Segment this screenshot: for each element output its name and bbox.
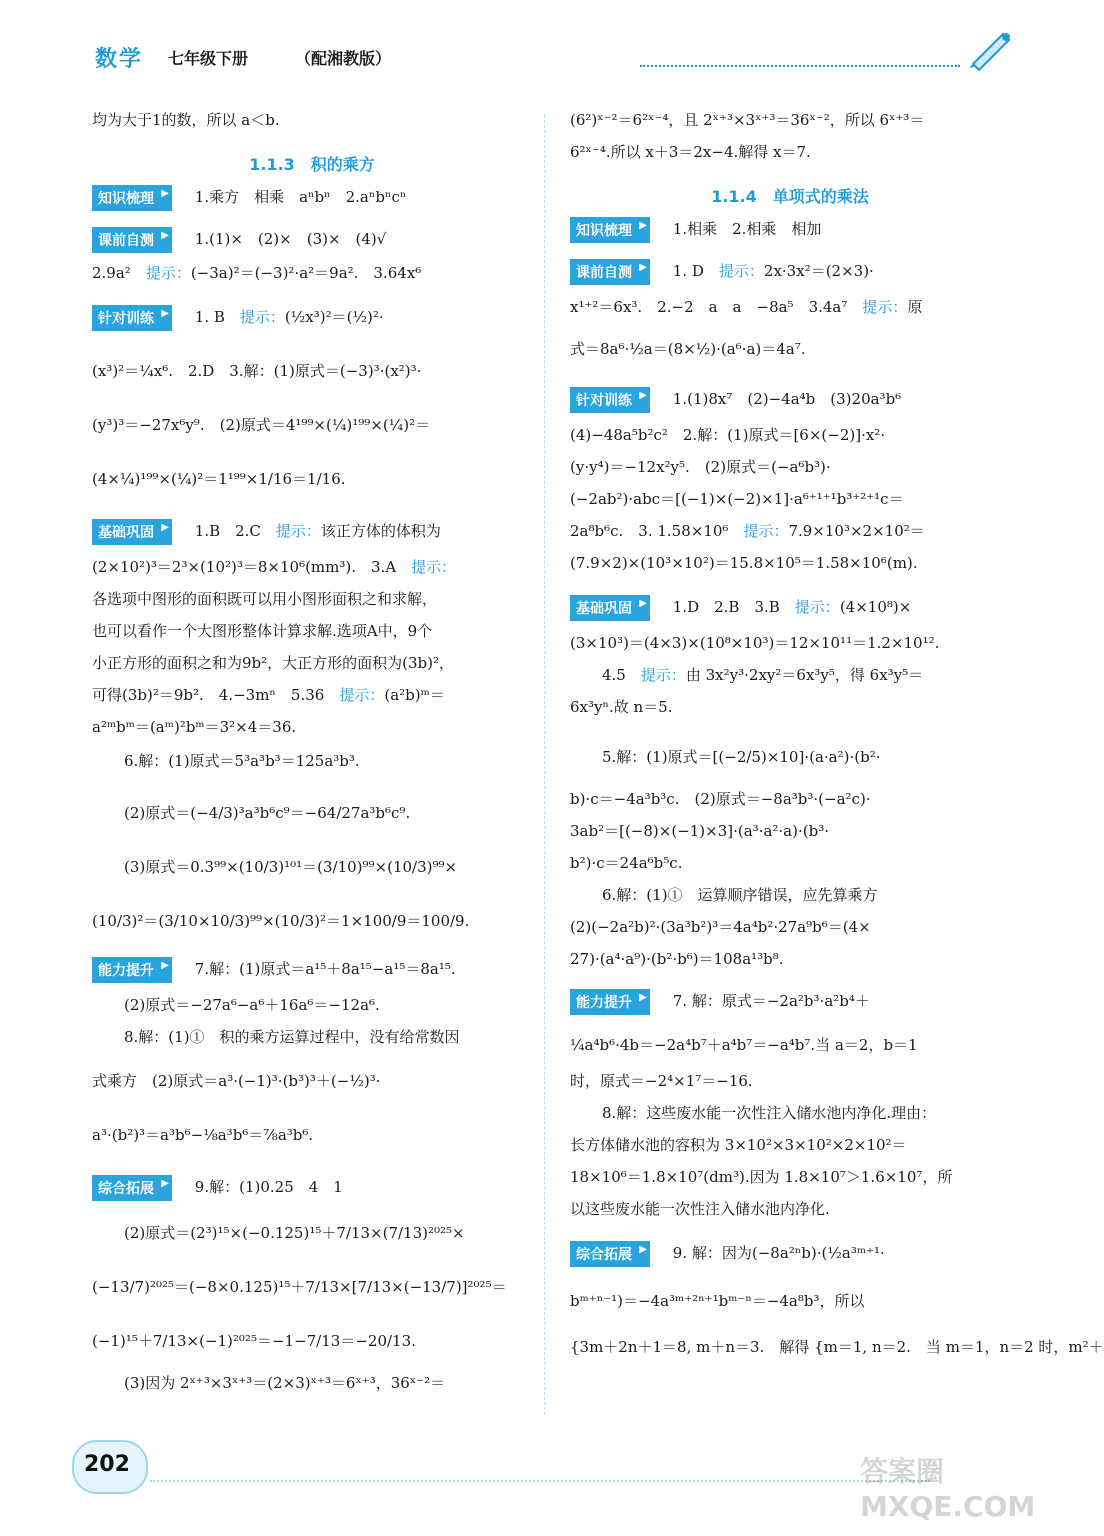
hint-label: 提示： <box>743 522 789 540</box>
hint-label: 提示： <box>275 522 321 540</box>
answer-text: 由 3x²y³·2xy²＝6x³y⁵，得 6x³y⁵＝ <box>685 666 924 684</box>
answer-row <box>92 185 532 211</box>
answer-line: 时，原式＝−2⁴×1⁷＝−16. <box>570 1072 753 1090</box>
answer-row <box>92 227 532 253</box>
header-grade: 七年级下册 <box>168 49 249 68</box>
answer-text: (4×10⁸)× <box>839 598 912 616</box>
badge-basic: 基础巩固 ▶ <box>570 595 650 621</box>
answer-line: {3m＋2n＋1＝8, m＋n＝3. 解得 {m＝1, n＝2. 当 m＝1，n＝2 时，m²＋ <box>570 1338 1104 1356</box>
answer-line: 式乘方 (2)原式＝a³·(−1)³·(b³)³＋(−½)³· <box>92 1072 381 1090</box>
answer-text: 可得(3b)²＝9b². 4.−3mⁿ 5.36 <box>92 686 340 704</box>
answer-text: 2a⁸b⁶c. 3. 1.58×10⁶ <box>570 522 744 540</box>
answer-row <box>570 1241 1010 1267</box>
answer-line: (−1)¹⁵＋7/13×(−1)²⁰²⁵＝−1−7/13＝−20/13. <box>92 1332 416 1350</box>
badge-knowledge: 知识梳理 ▶ <box>570 217 650 243</box>
answer-line: (4)−48a⁵b²c² 2.解：(1)原式＝[6×(−2)]·x²· <box>570 426 886 444</box>
answer-row <box>570 595 1010 621</box>
answer-line: (x³)²＝¼x⁶. 2.D 3.解：(1)原式＝(−3)³·(x²)³· <box>92 362 422 380</box>
answer-line: (4×¼)¹⁹⁹×(¼)²＝1¹⁹⁹×1/16＝1/16. <box>92 470 346 488</box>
answer-line: 6.解：(1)① 运算顺序错误，应先算乘方 <box>602 886 878 904</box>
answer-line: (3)原式＝0.3⁹⁹×(10/3)¹⁰¹＝(3/10)⁹⁹×(10/3)⁹⁹× <box>124 858 458 876</box>
answer-line: (−2ab²)·abc＝[(−1)×(−2)×1]·a⁶⁺¹⁺¹b³⁺²⁺¹c＝ <box>570 490 904 508</box>
answer-row <box>92 305 532 331</box>
answer-text: 2x·3x²＝(2×3)· <box>763 262 874 280</box>
answer-line: 以这些废水能一次性注入储水池内净化. <box>570 1200 830 1218</box>
answer-row <box>92 957 532 983</box>
answer-line: (y³)³＝−27x⁶y⁹. (2)原式＝4¹⁹⁹×(¼)¹⁹⁹×(¼)²＝ <box>92 416 431 434</box>
answer-row <box>570 665 1010 685</box>
answer-line: 6.解：(1)原式＝5³a³b³＝125a³b³. <box>124 752 360 770</box>
answer-line: 18×10⁶＝1.8×10⁷(dm³).因为 1.8×10⁷＞1.6×10⁷，所 <box>570 1168 953 1186</box>
badge-basic: 基础巩固 ▶ <box>92 519 172 545</box>
answer-text: 1.B 2.C <box>194 522 276 540</box>
answer-text: (½x³)²＝(½)²· <box>284 308 384 326</box>
answer-line: 均为大于1的数，所以 a＜b. <box>92 111 280 129</box>
answer-line: 也可以看作一个大图形整体计算求解.选项A中，9个 <box>92 622 433 640</box>
hint-label: 提示： <box>339 686 385 704</box>
badge-extension: 综合拓展 ▶ <box>92 1175 172 1201</box>
answer-line: a³·(b²)³＝a³b⁶−⅛a³b⁶＝⅞a³b⁶. <box>92 1126 314 1144</box>
answer-line: b²)·c＝24a⁶b⁵c. <box>570 854 683 872</box>
answer-row <box>570 521 1010 541</box>
page-header <box>0 0 1053 90</box>
left-column <box>92 110 532 1393</box>
hint-label: 提示： <box>411 558 457 576</box>
answer-line: 5.解：(1)原式＝[(−2/5)×10]·(a·a²)·(b²· <box>602 748 881 766</box>
hint-label: 提示： <box>640 666 686 684</box>
answer-text: 1.(1)× (2)× (3)× (4)√ <box>194 230 387 248</box>
answer-row <box>570 217 1010 243</box>
badge-ability: 能力提升 ▶ <box>570 989 650 1015</box>
answer-text: 4.5 <box>602 666 641 684</box>
answer-line: (7.9×2)×(10³×10²)＝15.8×10⁵＝1.58×10⁶(m). <box>570 554 918 572</box>
answer-line: 27)·(a⁴·a⁹)·(b²·b⁶)＝108a¹³b⁸. <box>570 950 784 968</box>
answer-text: 1.(1)8x⁷ (2)−4a⁴b (3)20a³b⁶ <box>672 390 902 408</box>
right-column <box>570 110 1104 1357</box>
answer-line: (3×10³)＝(4×3)×(10⁸×10³)＝12×10¹¹＝1.2×10¹². <box>570 634 940 652</box>
answer-line: (6²)ˣ⁻²＝6²ˣ⁻⁴，且 2ˣ⁺³×3ˣ⁺³＝36ˣ⁻²，所以 6ˣ⁺³＝ <box>570 111 925 129</box>
answer-text: 7.9×10³×2×10²＝ <box>788 522 925 540</box>
section-title: 1.1.3 积的乘方 <box>249 155 375 174</box>
answer-text: x¹⁺²＝6x³. 2.−2 a a −8a⁵ 3.4a⁷ <box>570 298 863 316</box>
answer-line: 各选项中图形的面积既可以用小图形面积之和求解， <box>92 590 438 608</box>
answer-line: (2)原式＝−27a⁶−a⁶＋16a⁶＝−12a⁶. <box>124 996 380 1014</box>
badge-practice: 针对训练 ▶ <box>570 387 650 413</box>
badge-ability: 能力提升 ▶ <box>92 957 172 983</box>
hint-label: 提示： <box>862 298 908 316</box>
answer-line: a²ᵐbᵐ＝(aᵐ)²bᵐ＝3²×4＝36. <box>92 718 297 736</box>
badge-extension: 综合拓展 ▶ <box>570 1241 650 1267</box>
answer-line: bᵐ⁺ⁿ⁻¹)＝−4a³ᵐ⁺²ⁿ⁺¹bᵐ⁻ⁿ＝−4a⁸b³，所以 <box>570 1292 865 1310</box>
answer-text: (−3a)²＝(−3)²·a²＝9a². 3.64x⁶ <box>190 264 422 282</box>
answer-line: 长方体储水池的容积为 3×10²×3×10²×2×10²＝ <box>570 1136 907 1154</box>
answer-text: 7.解：(1)原式＝a¹⁵＋8a¹⁵−a¹⁵＝8a¹⁵. <box>194 960 456 978</box>
answer-line: (−13/7)²⁰²⁵＝(−8×0.125)¹⁵＋7/13×[7/13×(−13/7)]²⁰²⁵＝ <box>92 1278 507 1296</box>
answer-line: 3ab²＝[(−8)×(−1)×3]·(a³·a²·a)·(b³· <box>570 822 829 840</box>
header-dotted-line <box>640 65 960 67</box>
badge-practice: 针对训练 ▶ <box>92 305 172 331</box>
answer-row <box>570 259 1010 285</box>
answer-line: (3)因为 2ˣ⁺³×3ˣ⁺³＝(2×3)ˣ⁺³＝6ˣ⁺³，36ˣ⁻²＝ <box>124 1374 446 1392</box>
header-edition: （配湘教版） <box>295 49 392 68</box>
answer-row <box>92 519 532 545</box>
answer-text: 7. 解：原式＝−2a²b³·a²b⁴＋ <box>672 992 870 1010</box>
answer-row <box>570 387 1010 413</box>
answer-line: (10/3)²＝(3/10×10/3)⁹⁹×(10/3)²＝1×100/9＝100/9. <box>92 912 470 930</box>
hint-label: 提示： <box>145 264 191 282</box>
answer-text: 9.解：(1)0.25 4 1 <box>194 1178 343 1196</box>
answer-line: 6²ˣ⁻⁴.所以 x＋3＝2x−4.解得 x＝7. <box>570 143 811 161</box>
page-number: 202 <box>84 1452 130 1477</box>
answer-text: 1. D <box>672 262 719 280</box>
answer-line: 6x³yⁿ.故 n＝5. <box>570 698 673 716</box>
answer-line: b)·c＝−4a³b³c. (2)原式＝−8a³b³·(−a²c)· <box>570 790 871 808</box>
answer-text: 1.相乘 2.相乘 相加 <box>672 220 822 238</box>
answer-line: 8.解：(1)① 积的乘方运算过程中，没有给常数因 <box>124 1028 460 1046</box>
answer-line: (2)原式＝(2³)¹⁵×(−0.125)¹⁵＋7/13×(7/13)²⁰²⁵× <box>124 1224 465 1242</box>
badge-pretest: 课前自测 ▶ <box>92 227 172 253</box>
badge-pretest: 课前自测 ▶ <box>570 259 650 285</box>
answer-line: (2)原式＝(−4/3)³a³b⁶c⁹＝−64/27a³b⁶c⁹. <box>124 804 411 822</box>
hint-label: 提示： <box>239 308 285 326</box>
section-title: 1.1.4 单项式的乘法 <box>711 187 869 206</box>
answer-text: 该正方体的体积为 <box>320 522 441 540</box>
answer-line: 式＝8a⁶·½a＝(8×½)·(a⁶·a)＝4a⁷. <box>570 340 806 358</box>
answer-line: (y·y⁴)＝−12x²y⁵. (2)原式＝(−a⁶b³)· <box>570 458 831 476</box>
badge-knowledge: 知识梳理 ▶ <box>92 185 172 211</box>
answer-text: 1.D 2.B 3.B <box>672 598 795 616</box>
answer-row <box>570 989 1010 1015</box>
footer-dotted-line <box>150 1480 930 1482</box>
answer-text: (2×10²)³＝2³×(10²)³＝8×10⁶(mm³). 3.A <box>92 558 412 576</box>
watermark: 答案圈 MXQE.COM <box>860 1455 1036 1523</box>
answer-text: 1.乘方 相乘 aⁿbⁿ 2.aⁿbⁿcⁿ <box>194 188 407 206</box>
answer-text: (a²b)ᵐ＝ <box>384 686 445 704</box>
hint-label: 提示： <box>794 598 840 616</box>
answer-line: (2)(−2a²b)²·(3a³b²)³＝4a⁴b²·27a⁹b⁶＝(4× <box>570 918 871 936</box>
answer-text: 1. B <box>194 308 240 326</box>
answer-text: 原 <box>907 298 923 316</box>
hint-label: 提示： <box>718 262 764 280</box>
column-divider <box>544 115 545 1415</box>
answer-line: 小正方形的面积之和为9b²，大正方形的面积为(3b)²， <box>92 654 455 672</box>
answer-row <box>92 1175 532 1201</box>
answer-text: 9. 解：因为(−8a²ⁿb)·(½a³ᵐ⁺¹· <box>672 1244 885 1262</box>
header-subject: 数学 <box>95 47 144 72</box>
answer-row <box>92 557 532 577</box>
answer-row <box>92 263 532 283</box>
answer-row <box>92 685 532 705</box>
answer-text: 2.9a² <box>92 264 146 282</box>
pen-icon <box>965 28 1015 68</box>
answer-row <box>570 297 1010 317</box>
answer-line: ¼a⁴b⁶·4b＝−2a⁴b⁷＋a⁴b⁷＝−a⁴b⁷.当 a＝2，b＝1 <box>570 1036 918 1054</box>
answer-line: 8.解：这些废水能一次性注入储水池内净化.理由： <box>602 1104 937 1122</box>
